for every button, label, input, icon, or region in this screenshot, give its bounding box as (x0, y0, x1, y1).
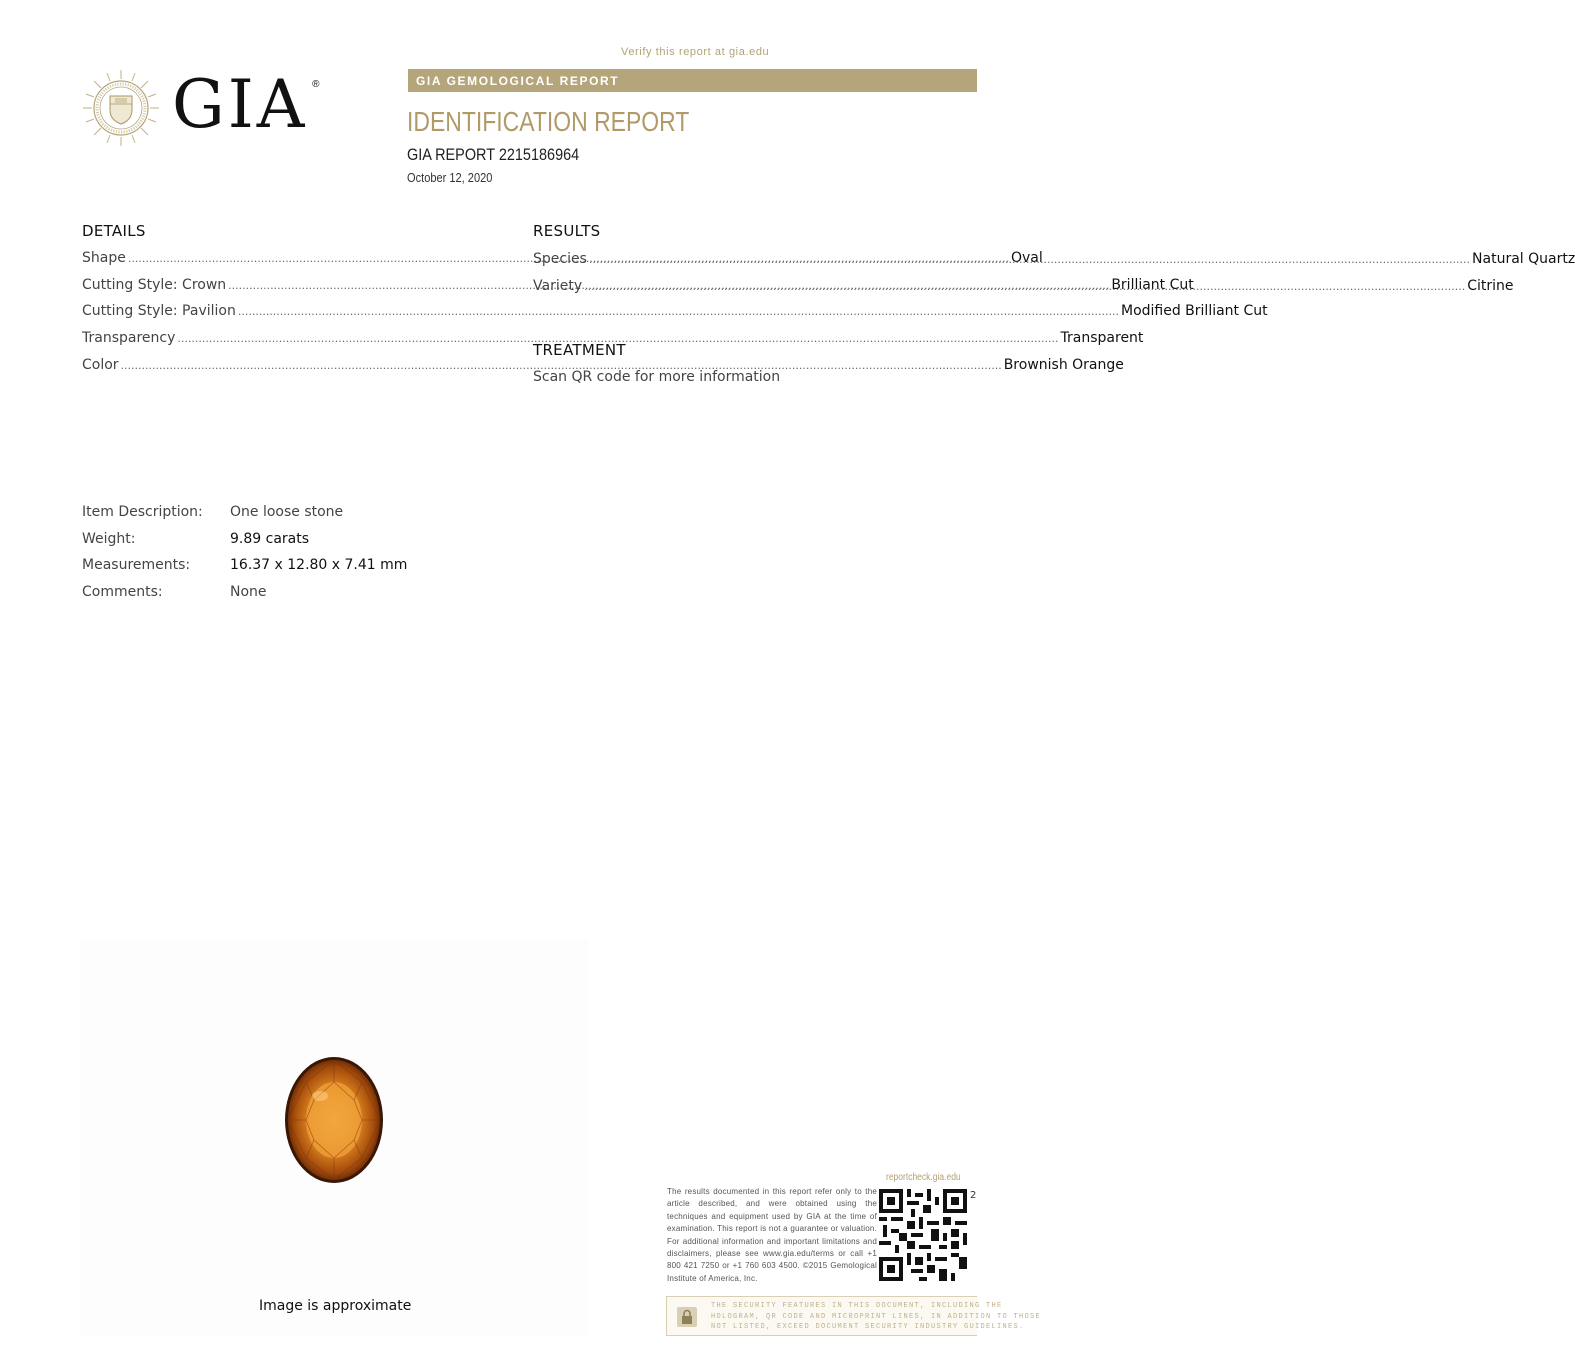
detail-value: Modified Brilliant Cut (1120, 303, 1268, 319)
detail-label: Cutting Style: Pavilion (82, 303, 236, 319)
detail-row-pavilion (82, 303, 1268, 323)
security-features-box (666, 1296, 1042, 1336)
detail-label: Shape (82, 250, 126, 266)
item-label: Comments: (82, 584, 163, 600)
results-heading: RESULTS (533, 222, 601, 240)
report-type-title: IDENTIFICATION REPORT (407, 106, 690, 137)
detail-label: Color (82, 357, 119, 373)
report-band: GIA GEMOLOGICAL REPORT (408, 69, 977, 92)
detail-value: Oval (1010, 250, 1043, 266)
reportcheck-link[interactable]: reportcheck.gia.edu (886, 1172, 961, 1183)
qr-code-icon[interactable] (879, 1188, 967, 1282)
report-date: October 12, 2020 (407, 170, 493, 185)
detail-value: Brilliant Cut (1111, 277, 1194, 293)
result-value: Citrine (1467, 278, 1514, 294)
item-value: None (230, 584, 267, 600)
qr-number: 2 (970, 1190, 977, 1201)
details-heading: DETAILS (82, 222, 146, 240)
detail-label: Transparency (82, 330, 176, 346)
item-label: Weight: (82, 531, 136, 547)
result-label: Variety (533, 278, 583, 294)
oval-gemstone-icon (284, 1056, 384, 1184)
treatment-text: Scan QR code for more information (533, 369, 781, 385)
item-value: One loose stone (230, 504, 344, 520)
item-row-description (82, 504, 343, 520)
detail-value: Brownish Orange (1003, 357, 1124, 373)
item-row-weight (82, 531, 309, 547)
item-label: Item Description: (82, 504, 203, 520)
result-value: Natural Quartz (1472, 251, 1575, 267)
security-text (711, 1301, 1042, 1333)
detail-value: Transparent (1060, 330, 1144, 346)
gia-logo-text: GIA (172, 66, 308, 143)
registered-mark: ® (312, 79, 320, 90)
leader-dots (584, 280, 1465, 293)
security-line: HOLOGRAM, QR CODE AND MICROPRINT LINES, IN ADDITION TO THOSE (711, 1312, 1042, 1321)
item-label: Measurements: (82, 557, 191, 573)
leader-dots (238, 305, 1119, 318)
image-caption: Image is approximate (259, 1298, 412, 1314)
item-row-comments (82, 584, 267, 600)
gia-logo (172, 66, 320, 143)
item-value: 9.89 carats (230, 531, 310, 547)
disclaimer-text: The results documented in this report refer only to the article described, and were obtained using the techniques and equipment used by GIA at the time of examination. This report is not a guarantee or valuation. For additional information and important limitations and disclaimers, please see www.gia.edu/terms or call +1 800 421 7250 or +1 760 603 4500. ©2015 Gemological Institute of America, Inc. (667, 1187, 877, 1283)
treatment-heading: TREATMENT (533, 341, 626, 359)
verify-link[interactable]: Verify this report at gia.edu (621, 46, 770, 58)
report-number: GIA REPORT 2215186964 (407, 145, 580, 164)
gia-seal-icon (82, 69, 160, 147)
security-line: THE SECURITY FEATURES IN THIS DOCUMENT, INCLUDING THE (711, 1302, 1003, 1310)
leader-dots (589, 253, 1470, 266)
detail-label: Cutting Style: Crown (82, 277, 227, 293)
lock-icon (677, 1307, 697, 1327)
item-row-measurements (82, 557, 407, 573)
result-label: Species (533, 251, 587, 267)
item-value: 16.37 x 12.80 x 7.41 mm (230, 557, 408, 573)
security-line: NOT LISTED, EXCEED DOCUMENT SECURITY INDUSTRY GUIDELINES. (711, 1323, 1025, 1331)
